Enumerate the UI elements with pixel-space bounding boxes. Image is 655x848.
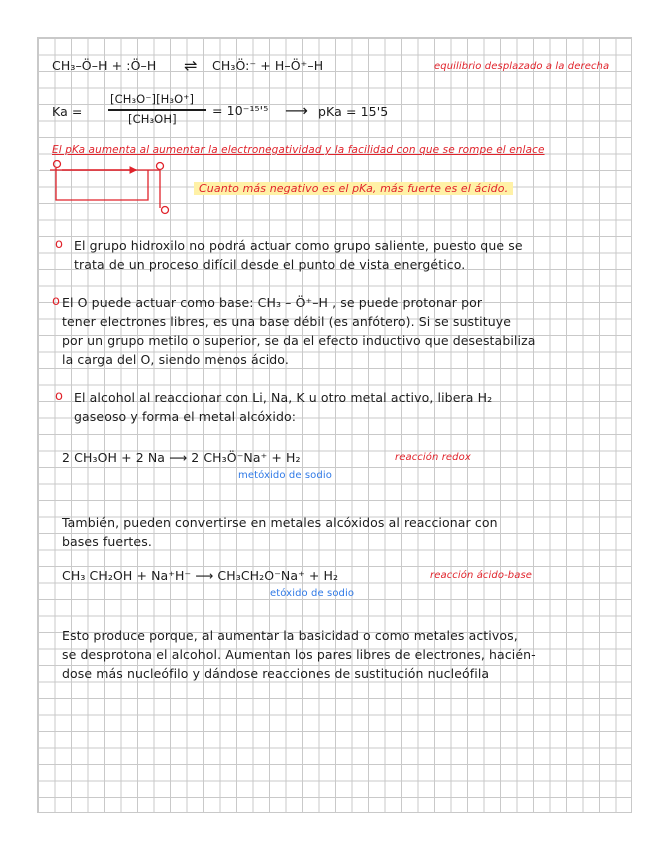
pka-value: pKa = 15'5 — [318, 104, 389, 119]
eq1-note: equilibrio desplazado a la derecha — [434, 61, 610, 72]
eq1-products: CH₃Ö:⁻ + H–Ö⁺–H — [212, 58, 324, 73]
acidity-diagram-icon — [48, 160, 180, 216]
eq1-reactants: CH₃–Ö–H + :Ö–H — [52, 58, 157, 73]
eq3-note: reacción ácido-base — [430, 570, 533, 581]
ka-value: = 10⁻¹⁵'⁵ — [212, 103, 269, 118]
para2-line4: la carga del O, siendo menos ácido. — [62, 352, 289, 367]
para2-line2: tener electrones libres, es una base débil (es anfótero). Si se sustituye — [62, 314, 512, 329]
para1-line2: trata de un proceso difícil desde el punto de vista energético. — [74, 257, 466, 272]
eq2-equation: 2 CH₃OH + 2 Na ⟶ 2 CH₃Ö⁻Na⁺ + H₂ — [62, 450, 301, 465]
para1-line1: El grupo hidroxilo no podrá actuar como grupo saliente, puesto que se — [74, 238, 523, 253]
bullet-icon: o — [52, 294, 60, 309]
ka-denominator: [CH₃OH] — [128, 112, 177, 126]
eq3-label: etóxido de sodio — [270, 588, 355, 599]
arrow-icon: ⟶ — [285, 101, 309, 120]
para3-line2: gaseoso y forma el metal alcóxido: — [74, 409, 297, 424]
highlight-note: Cuanto más negativo es el pKa, más fuerte es el ácido. — [194, 182, 513, 195]
bullet-icon: o — [55, 389, 63, 404]
ka-numerator: [CH₃O⁻][H₃O⁺] — [110, 92, 195, 106]
para3-line1: El alcohol al reaccionar con Li, Na, K u otro metal activo, libera H₂ — [74, 390, 493, 405]
para5-line1: Esto produce porque, al aumentar la basicidad o como metales activos, — [62, 628, 518, 643]
ka-label: Ka = — [52, 104, 83, 119]
eq2-label: metóxido de sodio — [238, 470, 332, 481]
equilibrium-arrow-icon: ⇌ — [184, 56, 198, 75]
pka-note: El pKa aumenta al aumentar la electronegatividad y la facilidad con que se rompe el enlace — [52, 144, 545, 156]
para5-line2: se desprotona el alcohol. Aumentan los pares libres de electrones, hacién- — [62, 647, 536, 662]
para4-line1: También, pueden convertirse en metales alcóxidos al reaccionar con — [62, 515, 498, 530]
fraction-bar — [108, 109, 206, 111]
para2-line3: por un grupo metilo o superior, se da el efecto inductivo que desestabiliza — [62, 333, 536, 348]
para4-line2: bases fuertes. — [62, 534, 152, 549]
bullet-icon: o — [55, 237, 63, 252]
eq3-equation: CH₃ CH₂OH + Na⁺H⁻ ⟶ CH₃CH₂O⁻Na⁺ + H₂ — [62, 568, 339, 583]
eq2-note: reacción redox — [395, 452, 471, 463]
para5-line3: dose más nucleófilo y dándose reacciones de sustitución nucleófila — [62, 666, 490, 681]
para2-line1: El O puede actuar como base: CH₃ – Ö⁺–H , se puede protonar por — [62, 295, 483, 310]
